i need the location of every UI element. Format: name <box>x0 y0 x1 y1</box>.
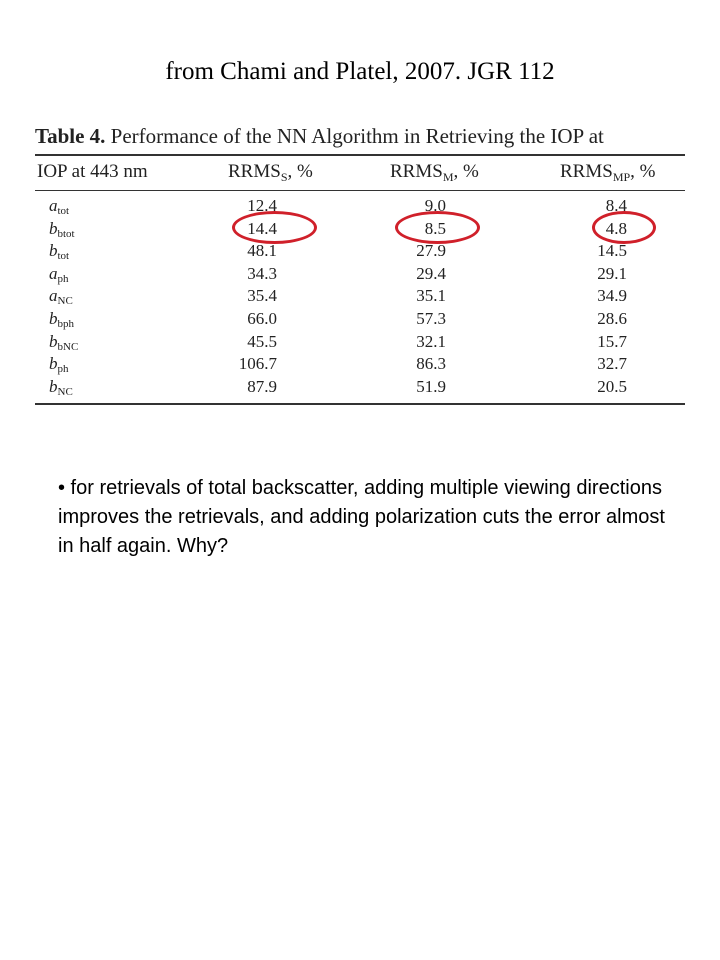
table-cell-s: 12.4 <box>247 196 277 215</box>
table-cell-mp: 14.5 <box>597 241 627 261</box>
table-cell-mp: 4.8 <box>605 218 627 238</box>
table-cell-s: 66.0 <box>247 309 277 328</box>
header-rrms-m: $RRMS_M$, % <box>390 161 479 184</box>
table-cell-s: 106.7 <box>238 354 277 374</box>
table-row-iop: $b_{NC}$ <box>49 376 73 398</box>
table-row-iop: $b_{bNC}$ <box>49 331 79 353</box>
table-cell-m: 51.9 <box>416 376 446 396</box>
table-cell-mp: 8.4 <box>605 196 627 215</box>
table-cell-s: 48.1 <box>247 241 277 261</box>
header-rrms-mp: $RRMS_{MP}$, % <box>560 161 656 184</box>
table-caption <box>35 124 604 149</box>
header-iop: IOP at 443 nm <box>37 161 148 182</box>
table-cell-s: 35.4 <box>247 286 277 306</box>
table-cell-s: 34.3 <box>247 263 277 283</box>
table-cell-mp: 29.1 <box>597 263 627 283</box>
table-row-iop: $b_{ph}$ <box>49 354 69 376</box>
table-cell-m: 57.3 <box>416 309 446 328</box>
table-cell-mp: 28.6 <box>597 309 627 328</box>
table-cell-m: 86.3 <box>416 354 446 374</box>
table-cell-m: 27.9 <box>416 241 446 261</box>
table-cell-m: 29.4 <box>416 263 446 283</box>
table-cell-s: 45.5 <box>247 331 277 351</box>
table-cell-s: 14.4 <box>247 218 277 238</box>
table-caption-label: Table 4. <box>35 124 106 148</box>
table-header-rule <box>35 190 685 191</box>
highlight-circle-s <box>232 211 317 244</box>
table-image <box>35 110 685 410</box>
table-row-iop: $a_{ph}$ <box>49 263 69 285</box>
table-row-iop: $a_{tot}$ <box>49 196 70 217</box>
table-cell-s: 87.9 <box>247 376 277 396</box>
bullet-note: • for retrievals of total backscatter, adding multiple viewing directions improves the retrievals, and adding polarization cuts the error almost in half again. Why? <box>58 477 665 557</box>
table-bottom-rule <box>35 403 685 405</box>
table-row-iop: $b_{tot}$ <box>49 241 70 263</box>
table-cell-m: 35.1 <box>416 286 446 306</box>
table-cell-mp: 34.9 <box>597 286 627 306</box>
table-caption-text: Performance of the NN Algorithm in Retrieving the IOP at <box>110 124 604 148</box>
table-cell-mp: 20.5 <box>597 376 627 396</box>
table-row-iop: $b_{bph}$ <box>49 309 74 330</box>
table-cell-mp: 15.7 <box>597 331 627 351</box>
table-row-iop: $b_{btot}$ <box>49 218 75 240</box>
table-cell-m: 9.0 <box>424 196 446 215</box>
table-cell-mp: 32.7 <box>597 354 627 374</box>
header-rrms-s: $RRMS_S$, % <box>228 161 313 184</box>
highlight-circle-m <box>395 211 480 244</box>
table-row-iop: $a_{NC}$ <box>49 286 73 308</box>
table-cell-m: 32.1 <box>416 331 446 351</box>
highlight-circle-mp <box>592 211 656 244</box>
table-cell-m: 8.5 <box>424 218 446 238</box>
slide-title: from Chami and Platel, 2007. JGR 112 <box>165 58 555 85</box>
table-top-rule <box>35 154 685 156</box>
